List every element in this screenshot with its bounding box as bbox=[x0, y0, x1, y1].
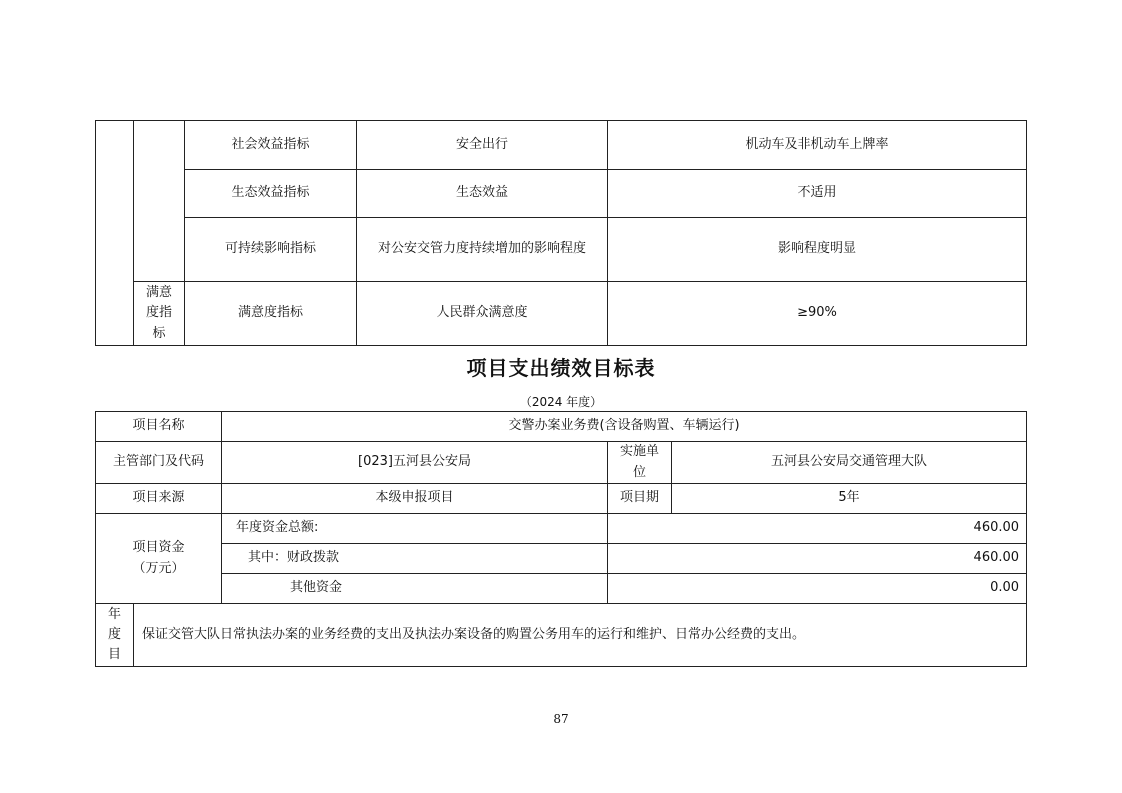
table-row bbox=[96, 574, 1027, 604]
indicator-type-cell: 生态效益指标 bbox=[185, 170, 357, 218]
performance-indicator-table bbox=[95, 120, 1027, 346]
table-row bbox=[96, 442, 1027, 484]
satisfaction-category-cell bbox=[134, 282, 185, 346]
indicator-name-cell: 对公安交管力度持续增加的影响程度 bbox=[357, 218, 608, 282]
category-label: 满意度指标 bbox=[145, 285, 172, 341]
table-row bbox=[96, 282, 1027, 346]
project-performance-table bbox=[95, 411, 1027, 667]
page-title: 项目支出绩效目标表 bbox=[466, 356, 656, 380]
fund-item-label: 年度资金总额: bbox=[222, 514, 608, 544]
table-row bbox=[96, 604, 1027, 667]
table-row bbox=[96, 121, 1027, 170]
period-label: 项目期 bbox=[608, 484, 672, 514]
indicator-target-cell: 机动车及非机动车上牌率 bbox=[608, 121, 1027, 170]
indicator-name-cell: 人民群众满意度 bbox=[357, 282, 608, 346]
unit-label: 实施单位 bbox=[620, 444, 660, 480]
dept-value: [023]五河县公安局 bbox=[222, 442, 608, 484]
goal-label-cell bbox=[96, 604, 134, 667]
indicator-type-cell: 满意度指标 bbox=[185, 282, 357, 346]
indicator-type-cell: 社会效益指标 bbox=[185, 121, 357, 170]
indicator-target-cell: 不适用 bbox=[608, 170, 1027, 218]
dept-label: 主管部门及代码 bbox=[96, 442, 222, 484]
funds-unit: （万元） bbox=[132, 560, 185, 576]
indicator-name-cell: 生态效益 bbox=[357, 170, 608, 218]
funds-label-cell bbox=[96, 514, 222, 604]
fund-item-label: 其他资金 bbox=[222, 574, 608, 604]
blank-category-cell bbox=[134, 121, 185, 282]
unit-label-cell bbox=[608, 442, 672, 484]
year-label: （2024 年度） bbox=[519, 395, 603, 409]
project-name-label: 项目名称 bbox=[96, 412, 222, 442]
table-row bbox=[96, 544, 1027, 574]
table-row bbox=[96, 514, 1027, 544]
table-row bbox=[96, 218, 1027, 282]
fund-item-value: 460.00 bbox=[608, 514, 1027, 544]
indicator-name-cell: 安全出行 bbox=[357, 121, 608, 170]
table-row bbox=[96, 170, 1027, 218]
blank-merged-cell bbox=[96, 121, 134, 346]
fund-item-value: 460.00 bbox=[608, 544, 1027, 574]
goal-label: 年度目 bbox=[107, 606, 121, 663]
page-number: 87 bbox=[553, 712, 569, 726]
fund-item-label: 其中：财政拨款 bbox=[222, 544, 608, 574]
table-row bbox=[96, 412, 1027, 442]
goal-text: 保证交管大队日常执法办案的业务经费的支出及执法办案设备的购置公务用车的运行和维护、日常办公经费的支出。 bbox=[134, 604, 1027, 667]
source-value: 本级申报项目 bbox=[222, 484, 608, 514]
funds-label: 项目资金 bbox=[132, 539, 185, 555]
period-value: 5年 bbox=[672, 484, 1027, 514]
table-row bbox=[96, 484, 1027, 514]
indicator-type-cell: 可持续影响指标 bbox=[185, 218, 357, 282]
project-name-value: 交警办案业务费(含设备购置、车辆运行) bbox=[222, 412, 1027, 442]
source-label: 项目来源 bbox=[96, 484, 222, 514]
fund-item-value: 0.00 bbox=[608, 574, 1027, 604]
indicator-target-cell: 影响程度明显 bbox=[608, 218, 1027, 282]
unit-value: 五河县公安局交通管理大队 bbox=[672, 442, 1027, 484]
indicator-target-cell: ≥90% bbox=[608, 282, 1027, 346]
